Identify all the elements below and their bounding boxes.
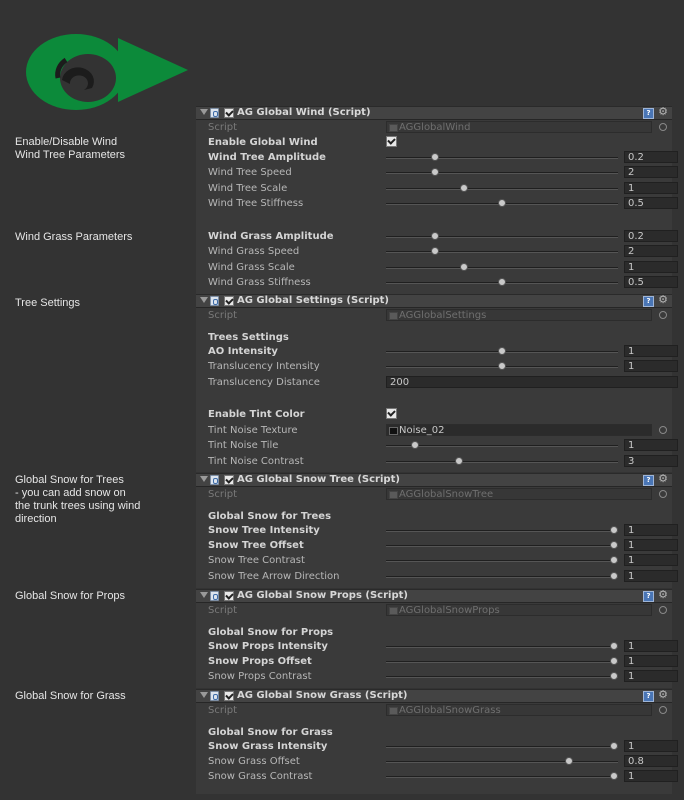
script-label: Script: [208, 605, 238, 616]
script-field[interactable]: [386, 121, 652, 133]
script-icon: [210, 591, 219, 601]
logo: [18, 20, 190, 112]
tint-row: [208, 407, 672, 422]
slider-label: Snow Grass Contrast: [208, 771, 313, 782]
slider-value-field[interactable]: 1: [624, 182, 678, 194]
slider-thumb[interactable]: [610, 572, 618, 580]
fold-arrow-icon[interactable]: [200, 109, 208, 115]
component-title: AG Global Snow Grass (Script): [237, 690, 408, 701]
panel-snow-grass: [196, 689, 672, 794]
help-icon[interactable]: ?: [643, 475, 654, 486]
slider-thumb[interactable]: [460, 184, 468, 192]
help-icon[interactable]: ?: [643, 108, 654, 119]
contrast-slider[interactable]: [386, 461, 618, 463]
slider-row: [208, 754, 672, 769]
slider-value-field[interactable]: 1: [624, 261, 678, 273]
note-snow-props: Global Snow for Props: [15, 590, 126, 602]
slider-value-field[interactable]: 1: [624, 640, 678, 652]
slider-value-field[interactable]: 1: [624, 524, 678, 536]
fold-arrow-icon[interactable]: [200, 692, 208, 698]
fold-arrow-icon[interactable]: [200, 476, 208, 482]
gear-icon[interactable]: ⚙: [658, 105, 668, 118]
slider-track[interactable]: [386, 267, 618, 269]
note-snow-grass: Global Snow for Grass: [15, 690, 126, 702]
ao-slider-thumb[interactable]: [498, 347, 506, 355]
translucency-label: Translucency Intensity: [208, 361, 320, 372]
slider-value-field[interactable]: 0.2: [624, 230, 678, 242]
component-title: AG Global Wind (Script): [237, 107, 371, 118]
distance-row: [208, 375, 672, 390]
note-wind-grass: Wind Grass Parameters: [15, 231, 133, 243]
help-icon[interactable]: ?: [643, 691, 654, 702]
slider-row: [208, 553, 672, 568]
slider-row: [208, 275, 672, 290]
script-value: AGGlobalSettings: [399, 310, 487, 321]
slider-label: Wind Grass Amplitude: [208, 231, 334, 242]
slider-value-field[interactable]: 2: [624, 245, 678, 257]
texture-thumbnail-icon: [389, 427, 398, 435]
script-row: [208, 120, 672, 135]
slider-label: Snow Grass Intensity: [208, 741, 328, 752]
translucency-slider-thumb[interactable]: [498, 362, 506, 370]
ao-row: [208, 344, 672, 359]
panel-global-settings: [196, 294, 672, 472]
object-picker-icon[interactable]: [659, 123, 667, 131]
component-title: AG Global Settings (Script): [237, 295, 390, 306]
script-field[interactable]: [386, 488, 652, 500]
slider-track[interactable]: [386, 746, 618, 748]
slider-value-field[interactable]: 0.2: [624, 151, 678, 163]
script-value: AGGlobalSnowTree: [399, 489, 494, 500]
script-file-icon: [389, 491, 398, 499]
section-snow-props: Global Snow for Props: [208, 627, 334, 638]
slider-value-field[interactable]: 0.5: [624, 197, 678, 209]
gear-icon[interactable]: ⚙: [658, 588, 668, 601]
slider-track[interactable]: [386, 251, 618, 253]
slider-row: [208, 538, 672, 553]
script-value: AGGlobalWind: [399, 122, 471, 133]
gear-icon[interactable]: ⚙: [658, 472, 668, 485]
script-field[interactable]: [386, 309, 652, 321]
component-header[interactable]: [196, 689, 672, 703]
script-label: Script: [208, 705, 238, 716]
slider-label: Snow Tree Contrast: [208, 555, 305, 566]
script-label: Script: [208, 310, 238, 321]
slider-track[interactable]: [386, 576, 618, 578]
slider-track[interactable]: [386, 188, 618, 190]
object-picker-icon[interactable]: [659, 606, 667, 614]
slider-row: [208, 229, 672, 244]
slider-row: [208, 639, 672, 654]
ao-value-field[interactable]: 1: [624, 345, 678, 357]
slider-value-field[interactable]: 1: [624, 554, 678, 566]
ao-label: AO Intensity: [208, 346, 278, 357]
contrast-value-field[interactable]: 3: [624, 455, 678, 467]
slider-track[interactable]: [386, 560, 618, 562]
texture-label: Tint Noise Texture: [208, 425, 298, 436]
panel-snow-tree: [196, 473, 672, 588]
slider-row: [208, 654, 672, 669]
slider-value-field[interactable]: 1: [624, 655, 678, 667]
slider-track[interactable]: [386, 545, 618, 547]
script-label: Script: [208, 489, 238, 500]
slider-thumb[interactable]: [460, 263, 468, 271]
slider-thumb[interactable]: [610, 742, 618, 750]
distance-label: Translucency Distance: [208, 377, 320, 388]
script-row: [208, 603, 672, 618]
contrast-label: Tint Noise Contrast: [208, 456, 304, 467]
component-title: AG Global Snow Props (Script): [237, 590, 408, 601]
note-tree-settings: Tree Settings: [15, 297, 81, 309]
slider-track[interactable]: [386, 676, 618, 678]
slider-thumb[interactable]: [431, 153, 439, 161]
object-picker-icon[interactable]: [659, 311, 667, 319]
tile-value-field[interactable]: 1: [624, 439, 678, 451]
tile-slider[interactable]: [386, 445, 618, 447]
help-icon[interactable]: ?: [643, 591, 654, 602]
note-snow-trees: Global Snow for Trees - you can add snow on the trunk trees using wind direction: [15, 474, 141, 525]
slider-thumb[interactable]: [431, 247, 439, 255]
slider-thumb[interactable]: [431, 168, 439, 176]
script-icon: [210, 475, 219, 485]
script-file-icon: [389, 607, 398, 615]
slider-label: Wind Grass Speed: [208, 246, 300, 257]
slider-label: Wind Tree Amplitude: [208, 152, 326, 163]
script-file-icon: [389, 707, 398, 715]
distance-field[interactable]: 200: [386, 376, 678, 388]
slider-row: [208, 569, 672, 584]
section-snow-grass: Global Snow for Grass: [208, 727, 333, 738]
component-header[interactable]: [196, 589, 672, 603]
texture-value: Noise_02: [399, 425, 445, 436]
slider-value-field[interactable]: 2: [624, 166, 678, 178]
slider-row: [208, 523, 672, 538]
script-icon: [210, 296, 219, 306]
enable-checkbox[interactable]: [224, 475, 234, 485]
enable-wind-checkbox[interactable]: [386, 136, 397, 147]
slider-value-field[interactable]: 1: [624, 570, 678, 582]
fold-arrow-icon[interactable]: [200, 592, 208, 598]
fold-arrow-icon[interactable]: [200, 297, 208, 303]
script-label: Script: [208, 122, 238, 133]
object-picker-icon[interactable]: [659, 490, 667, 498]
slider-thumb[interactable]: [610, 642, 618, 650]
section-trees-settings: Trees Settings: [208, 332, 289, 343]
tile-label: Tint Noise Tile: [208, 440, 279, 451]
slider-value-field[interactable]: 1: [624, 770, 678, 782]
component-header[interactable]: [196, 106, 672, 120]
contrast-slider-thumb[interactable]: [455, 457, 463, 465]
slider-label: Snow Grass Offset: [208, 756, 300, 767]
tint-checkbox[interactable]: [386, 408, 397, 419]
slider-row: [208, 196, 672, 211]
slider-thumb[interactable]: [610, 772, 618, 780]
slider-label: Wind Tree Speed: [208, 167, 292, 178]
slider-thumb[interactable]: [498, 199, 506, 207]
script-field[interactable]: [386, 604, 652, 616]
slider-value-field[interactable]: 0.8: [624, 755, 678, 767]
section-snow-trees: Global Snow for Trees: [208, 511, 332, 522]
slider-row: [208, 260, 672, 275]
slider-thumb[interactable]: [431, 232, 439, 240]
slider-thumb[interactable]: [610, 541, 618, 549]
slider-label: Wind Tree Stiffness: [208, 198, 304, 209]
texture-field[interactable]: [386, 424, 652, 436]
script-row: [208, 487, 672, 502]
object-picker-icon[interactable]: [659, 706, 667, 714]
slider-track[interactable]: [386, 236, 618, 238]
slider-label: Wind Grass Scale: [208, 262, 295, 273]
slider-value-field[interactable]: 0.5: [624, 276, 678, 288]
component-header[interactable]: [196, 473, 672, 487]
slider-thumb[interactable]: [610, 556, 618, 564]
enable-wind-row: [208, 135, 672, 150]
slider-track[interactable]: [386, 661, 618, 663]
slider-track[interactable]: [386, 761, 618, 763]
script-row: [208, 703, 672, 718]
slider-row: [208, 165, 672, 180]
script-file-icon: [389, 124, 398, 132]
enable-wind-label: Enable Global Wind: [208, 137, 318, 148]
slider-track[interactable]: [386, 776, 618, 778]
object-picker-icon[interactable]: [659, 426, 667, 434]
component-title: AG Global Snow Tree (Script): [237, 474, 400, 485]
slider-label: Snow Props Contrast: [208, 671, 312, 682]
slider-row: [208, 669, 672, 684]
enable-checkbox[interactable]: [224, 691, 234, 701]
note-wind-tree: Enable/Disable Wind Wind Tree Parameters: [15, 136, 126, 161]
enable-checkbox[interactable]: [224, 296, 234, 306]
help-icon[interactable]: ?: [643, 296, 654, 307]
script-icon: [210, 108, 219, 118]
slider-label: Snow Tree Intensity: [208, 525, 320, 536]
slider-track[interactable]: [386, 157, 618, 159]
enable-checkbox[interactable]: [224, 108, 234, 118]
gear-icon[interactable]: ⚙: [658, 688, 668, 701]
slider-label: Wind Tree Scale: [208, 183, 288, 194]
slider-thumb[interactable]: [610, 672, 618, 680]
translucency-value-field[interactable]: 1: [624, 360, 678, 372]
slider-thumb[interactable]: [610, 657, 618, 665]
slider-thumb[interactable]: [610, 526, 618, 534]
panel-snow-props: [196, 589, 672, 688]
slider-label: Snow Tree Offset: [208, 540, 304, 551]
enable-checkbox[interactable]: [224, 591, 234, 601]
slider-track[interactable]: [386, 172, 618, 174]
slider-label: Snow Props Intensity: [208, 641, 328, 652]
script-icon: [210, 691, 219, 701]
panel-global-wind: [196, 106, 672, 294]
script-file-icon: [389, 312, 398, 320]
translucency-row: [208, 359, 672, 374]
script-field[interactable]: [386, 704, 652, 716]
script-value: AGGlobalSnowProps: [399, 605, 500, 616]
slider-row: [208, 150, 672, 165]
slider-row: [208, 181, 672, 196]
slider-track[interactable]: [386, 646, 618, 648]
slider-label: Snow Props Offset: [208, 656, 312, 667]
tint-label: Enable Tint Color: [208, 409, 305, 420]
slider-row: [208, 244, 672, 259]
slider-thumb[interactable]: [565, 757, 573, 765]
texture-row: [208, 423, 672, 438]
slider-row: [208, 769, 672, 784]
gear-icon[interactable]: ⚙: [658, 293, 668, 306]
slider-value-field[interactable]: 1: [624, 539, 678, 551]
script-row: [208, 308, 672, 323]
slider-track[interactable]: [386, 530, 618, 532]
slider-row: [208, 739, 672, 754]
slider-value-field[interactable]: 1: [624, 740, 678, 752]
component-header[interactable]: [196, 294, 672, 308]
slider-label: Wind Grass Stiffness: [208, 277, 311, 288]
slider-value-field[interactable]: 1: [624, 670, 678, 682]
slider-label: Snow Tree Arrow Direction: [208, 571, 340, 582]
contrast-row: [208, 454, 672, 469]
tile-slider-thumb[interactable]: [411, 441, 419, 449]
script-value: AGGlobalSnowGrass: [399, 705, 501, 716]
slider-thumb[interactable]: [498, 278, 506, 286]
tile-row: [208, 438, 672, 453]
